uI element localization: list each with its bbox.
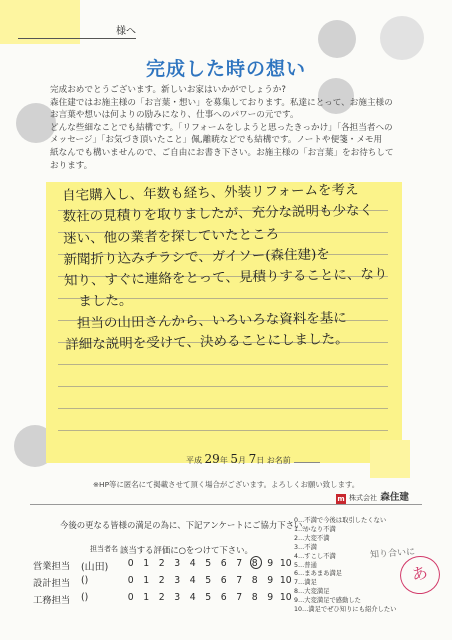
rating-option-2[interactable]: 2	[158, 575, 165, 586]
publication-notice: ※HP等に匿名にて掲載させて頂く場合がございます。よろしくお願い致します。	[92, 480, 360, 489]
handwritten-scale-note: 知り合いに	[369, 547, 416, 561]
rating-option-5[interactable]: 5	[205, 558, 212, 569]
handwritten-line: ました。	[78, 293, 133, 311]
sticky-note-side	[370, 440, 410, 478]
date-month: 5	[230, 452, 239, 466]
rating-option-10[interactable]: 10	[279, 558, 292, 569]
handwritten-line: 担当の山田さんから、いろいろな資料を基に	[76, 309, 347, 332]
legend-item: 8…大変満足	[294, 588, 330, 596]
rating-option-4[interactable]: 4	[189, 575, 196, 586]
rating-option-10[interactable]: 10	[279, 592, 292, 603]
rating-legend	[294, 517, 396, 615]
handwritten-line: 知り、すぐに連絡をとって、見積りすることに、なり	[63, 266, 388, 290]
rating-option-6[interactable]: 6	[220, 558, 227, 569]
rating-option-3[interactable]: 3	[174, 592, 181, 603]
rating-option-7[interactable]: 7	[236, 592, 243, 603]
legend-item: 10…満足でぜひ知りにも紹介したい	[294, 606, 397, 614]
rating-scale[interactable]	[123, 592, 294, 603]
rating-scale[interactable]	[123, 575, 294, 586]
date-year: 29	[204, 452, 220, 466]
rating-option-10[interactable]: 10	[279, 575, 292, 586]
company-name: m 株式会社 森住建	[337, 492, 409, 503]
rating-option-6[interactable]: 6	[220, 575, 227, 586]
staff-name: 山田	[84, 562, 105, 573]
rating-option-5[interactable]: 5	[205, 575, 212, 586]
rating-option-7[interactable]: 7	[236, 558, 243, 569]
handwritten-line: 新聞折り込みチラシで、ガイソー(森住建)を	[63, 246, 331, 268]
company-logo-icon: m	[337, 495, 345, 503]
addressee-suffix: 様へ	[116, 26, 136, 37]
rating-option-0[interactable]: 0	[127, 558, 134, 569]
rating-option-4[interactable]: 4	[189, 592, 196, 603]
legend-item: 9…大変満足で感動した	[294, 597, 361, 605]
rating-option-2[interactable]: 2	[158, 592, 165, 603]
page-title: 完成した時の想い	[145, 58, 306, 80]
legend-item: 0…不満で今後は取引したくない	[294, 517, 387, 524]
legend-item: 6…まあまあ満足	[294, 570, 343, 578]
legend-item: 7…満足	[294, 579, 317, 587]
survey-sheet: 様へ 完成した時の想い 完成おめでとうございます。新しいお家はいかがでしょうか? 森住建ではお施主様の「お言葉・想い」を募集しております。私達にとって、お施主様の お言葉や想いは何よりの励みになり、仕事へのパワーの元です。 どんな些細なことでも結構です。「リフォームをしようと思ったきっかけ」「各担当者への メッセージ」「お気づき頂いたこと」佩,離暁などでも結構です。ノートや便箋・メモ用 紙なんでも構いませんので、ご自由にお書き下さい。お施主様の「お言葉」をお待ちして おります。 自宅購入し、年数も経ち、外装リフォームを考え 数社の見積りを取りましたが、充分な説明も少なく 迷い、他の業者を探していたところ 新聞折り込みチラシで、ガイソー(森住建)を 知り、すぐに連絡をとって、見積りすることに、なり ました。 担当の山田さんから、いろいろな資料を基に 詳細な説明を受けて、決めることにしました。 平成 29年 5月 7日 お名前 ※HP等に匿名にて掲載させて頂く場合がございます。よろしくお願い致します。 m 株式会社 森住建 今後の更なる皆様の満足の為に、下記アンケートにご協力下さい。 担当者名 該当する評価に○をつけて下さい。 営業担当 (山田) 0 1 2 3 4 5 6 7 8 9 10 設計担当 () 0 1 2 3 4 5 6 7 8 9 10 工務担当 () 0 1 2 3 4 5 6 7 8 9 10 0…不満で今後は取引したくない 1…かなり不満 2…大変不満 3…不満 4…すこし不満 5…普通 6…まあまあ満足 7…満足 8…大変満足 9…大変満足で感動した 10…満足でぜひ知りにも紹介したい 知り合いに あ	[0, 0, 452, 640]
legend-item: 2…大変不満	[294, 534, 330, 542]
legend-item: 5…普通	[294, 561, 317, 569]
handwritten-line: 迷い、他の業者を探していたところ	[62, 226, 280, 247]
punch-hole	[318, 20, 356, 58]
rating-option-8[interactable]: 8	[251, 575, 258, 586]
rating-option-3[interactable]: 3	[174, 558, 181, 569]
rating-option-0[interactable]: 0	[127, 592, 134, 603]
rating-option-9[interactable]: 9	[267, 575, 274, 586]
legend-item: 4…すこし不満	[294, 552, 336, 560]
intro-text: 完成おめでとうございます。新しいお家はいかがでしょうか? 森住建ではお施主様の「お言葉・想い」を募集しております。私達にとって、お施主様の お言葉や想いは何よりの励みになり、仕事へのパワーの元です。 どんな些細なことでも結構です。「リフォームをしようと思ったきっかけ」「各担当者への メッセージ」「お気づき頂いたこと」佩,離暁などでも結構です。ノートや便箋・メモ用 紙なんでも構いませんので、ご自由にお書き下さい。お施主様の「お言葉」をお待ちして おります。	[50, 85, 394, 171]
rating-option-6[interactable]: 6	[220, 592, 227, 603]
rating-option-0[interactable]: 0	[127, 575, 134, 586]
rating-option-9[interactable]: 9	[267, 592, 274, 603]
staff-header: 担当者名	[90, 545, 118, 553]
date-day: 7	[248, 452, 257, 466]
rating-option-3[interactable]: 3	[174, 575, 181, 586]
handwritten-stamp: あ	[396, 552, 443, 597]
divider	[30, 504, 422, 505]
handwritten-message	[62, 179, 405, 356]
rating-option-1[interactable]: 1	[143, 592, 150, 603]
date-row: 平成 29年 5月 7日 お名前	[186, 452, 320, 466]
rating-option-4[interactable]: 4	[189, 558, 196, 569]
name-label: お名前	[266, 456, 291, 465]
rating-option-8[interactable]: 8	[247, 558, 263, 569]
rating-option-9[interactable]: 9	[267, 558, 274, 569]
handwritten-line: 自宅購入し、年数も経ち、外装リフォームを考え	[62, 181, 359, 204]
legend-item: 1…かなり不満	[294, 525, 336, 533]
rating-scale[interactable]	[123, 558, 294, 569]
rating-option-8[interactable]: 8	[251, 592, 258, 603]
rating-option-2[interactable]: 2	[158, 558, 165, 569]
survey-instruction: 該当する評価に○をつけて下さい。	[120, 545, 253, 555]
addressee-line	[18, 24, 136, 39]
rating-option-1[interactable]: 1	[143, 575, 150, 586]
handwritten-line: 数社の見積りを取りましたが、充分な説明も少なく	[62, 202, 374, 226]
handwritten-line: 詳細な説明を受けて、決めることにしました。	[65, 331, 349, 354]
rating-option-7[interactable]: 7	[236, 575, 243, 586]
legend-item: 3…不満	[294, 543, 317, 551]
rating-option-5[interactable]: 5	[205, 592, 212, 603]
survey-title: 今後の更なる皆様の満足の為に、下記アンケートにご協力下さい。	[60, 520, 311, 530]
rating-option-1[interactable]: 1	[143, 558, 150, 569]
